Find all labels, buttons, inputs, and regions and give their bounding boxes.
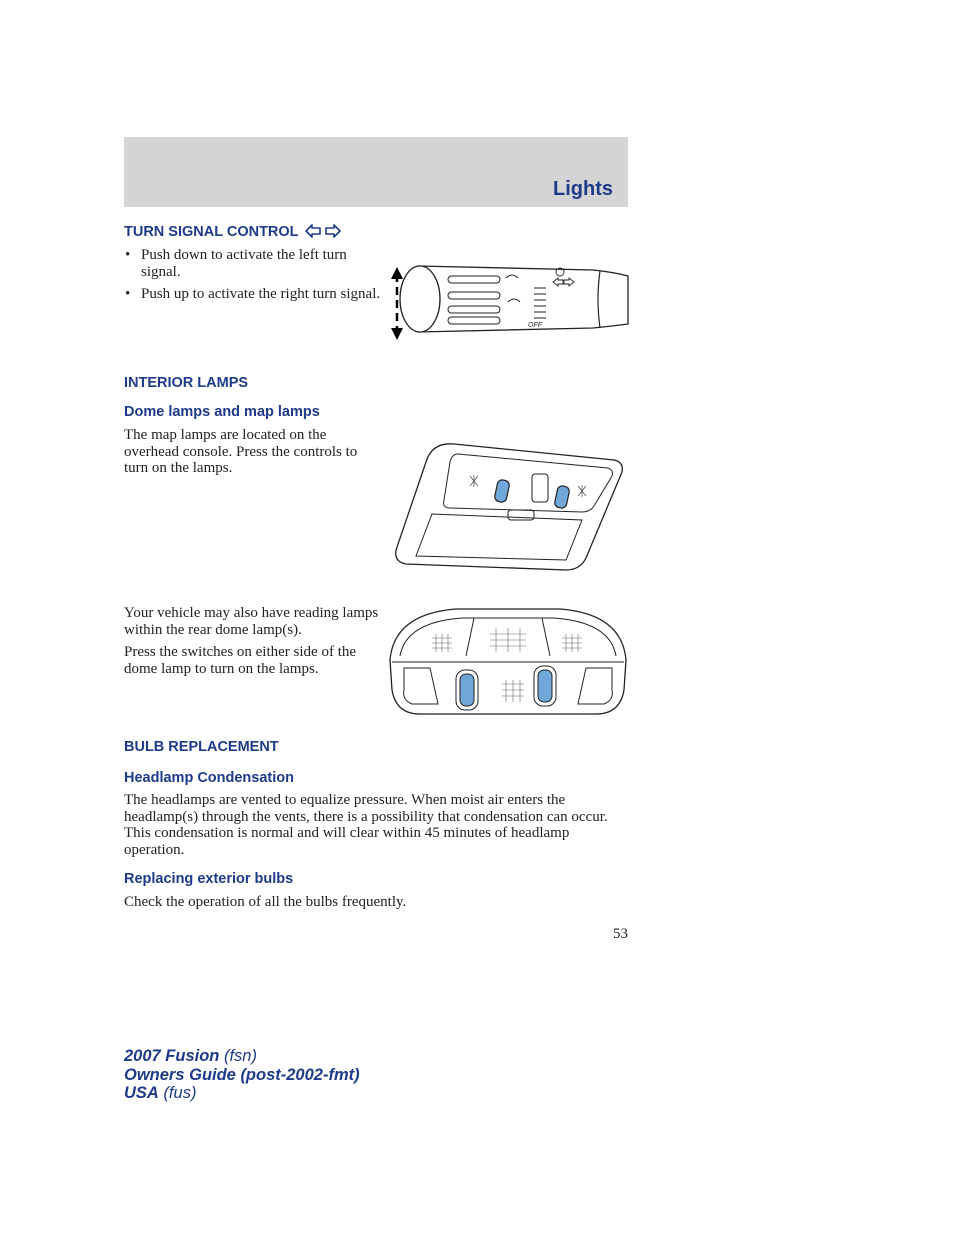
footer-model-code: (fsn) — [223, 1047, 257, 1065]
footer-model: 2007 Fusion — [124, 1047, 220, 1065]
footer-line-1 — [124, 1047, 360, 1066]
headlamp-condensation-subheading: Headlamp Condensation — [124, 770, 294, 786]
reading-lamps-paragraph: Your vehicle may also have reading lamps within the rear dome lamp(s). — [124, 605, 379, 638]
header-band — [124, 137, 628, 207]
turn-signal-bullets — [124, 247, 384, 309]
interior-lamps-heading: INTERIOR LAMPS — [124, 375, 249, 391]
replacing-bulbs-paragraph: Check the operation of all the bulbs frequently. — [124, 894, 407, 910]
section-title: Lights — [553, 178, 613, 200]
overhead-console-figure — [392, 440, 626, 574]
footer-line-2 — [124, 1066, 360, 1085]
dome-switches-paragraph: Press the switches on either side of the dome lamp to turn on the lamps. — [124, 644, 357, 677]
turn-signal-heading-text: TURN SIGNAL CONTROL — [124, 224, 299, 240]
footer-market: USA — [124, 1084, 159, 1102]
bullet-text: Push up to activate the right turn signal. — [141, 286, 381, 302]
footer-line-3 — [124, 1084, 360, 1103]
bullet-item: • Push down to activate the left turn signal. — [125, 247, 347, 280]
bullet-text: Push down to activate the left turn signal. — [141, 247, 347, 280]
bulb-replacement-heading: BULB REPLACEMENT — [124, 739, 279, 755]
stalk-off-label: OFF — [528, 322, 542, 329]
turn-arrows-icon — [305, 223, 341, 239]
rear-dome-lamp-figure — [386, 604, 630, 718]
document-footer — [124, 1047, 360, 1103]
footer-market-code: (fus) — [163, 1084, 197, 1102]
turn-signal-heading — [124, 223, 341, 240]
turn-signal-stalk-figure — [388, 262, 630, 344]
page-number: 53 — [613, 926, 628, 942]
headlamp-condensation-paragraph: The headlamps are vented to equalize pressure. When moist air enters the headlamp(s) through the vents, there is a possibility that condensation can occur. This condensation is normal and will clear within 45 minutes of headlamp operation. — [124, 792, 608, 858]
replacing-bulbs-subheading: Replacing exterior bulbs — [124, 871, 294, 887]
bullet-item: • Push up to activate the right turn signal. — [125, 286, 381, 302]
footer-guide: Owners Guide (post-2002-fmt) — [124, 1065, 360, 1084]
map-lamps-paragraph: The map lamps are located on the overhead console. Press the controls to turn on the lamps. — [124, 427, 358, 476]
dome-map-lamps-subheading: Dome lamps and map lamps — [124, 404, 320, 420]
